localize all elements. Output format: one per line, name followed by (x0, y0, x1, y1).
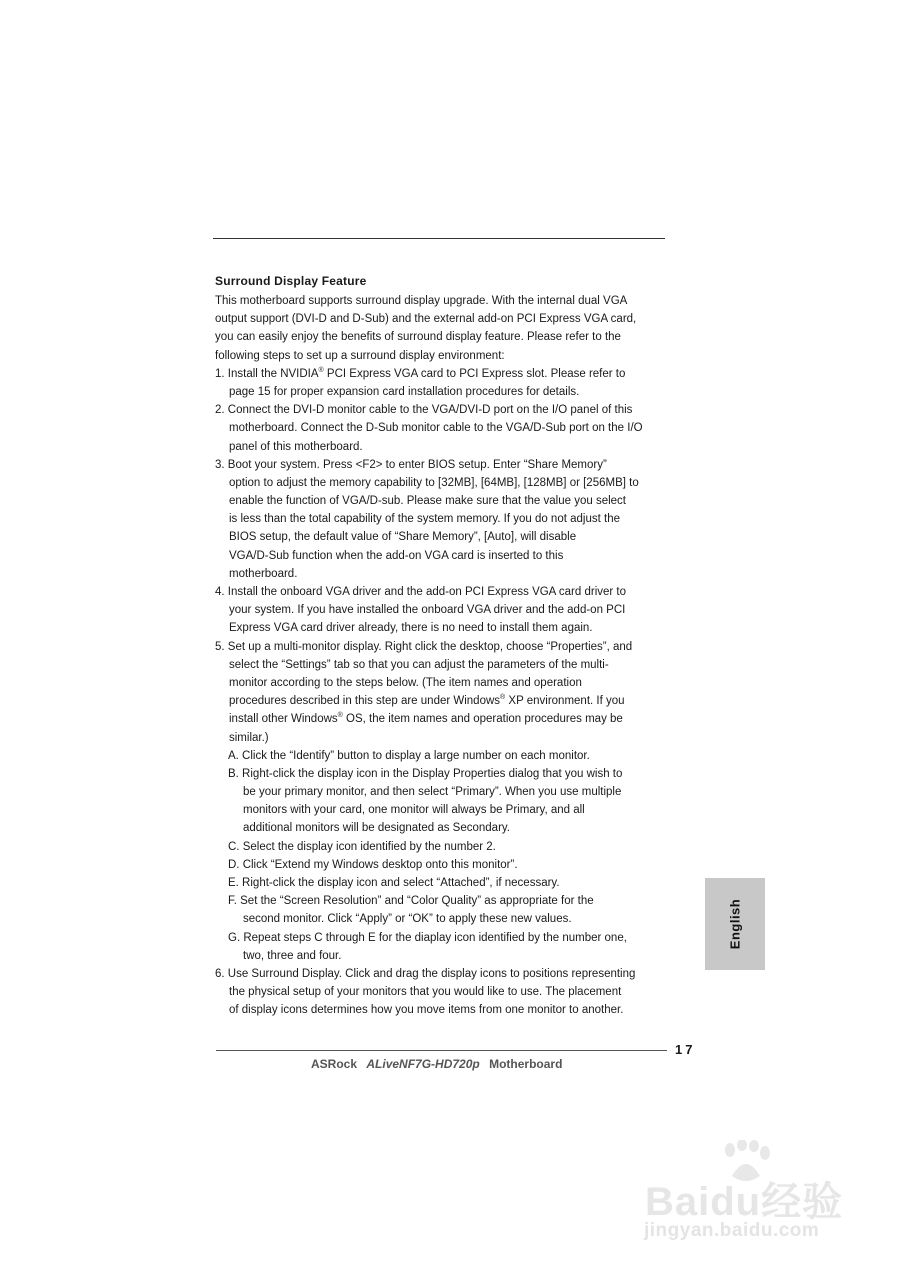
body-line: C. Select the display icon identified by the number 2. (228, 840, 496, 853)
body-line: of display icons determines how you move items from one monitor to another. (229, 1004, 624, 1017)
body-line: option to adjust the memory capability to [32MB], [64MB], [128MB] or [256MB] to (229, 476, 639, 489)
footer-model: ALiveNF7G-HD720p (366, 1057, 480, 1071)
footer (311, 1057, 562, 1071)
body-line: VGA/D-Sub function when the add-on VGA card is inserted to this (229, 549, 564, 562)
body-line: second monitor. Click “Apply” or “OK” to apply these new values. (243, 913, 572, 926)
body-line: 1. Install the NVIDIA® PCI Express VGA card to PCI Express slot. Please refer to (215, 366, 626, 380)
body-line: E. Right-click the display icon and select “Attached”, if necessary. (228, 877, 560, 889)
body-line: motherboard. (229, 567, 298, 580)
section-title: Surround Display Feature (215, 274, 367, 288)
watermark-url: jingyan.baidu.com (644, 1220, 820, 1241)
body-line: 5. Set up a multi-monitor display. Right click the desktop, choose “Properties”, and (215, 640, 633, 653)
footer-product: Motherboard (489, 1057, 563, 1071)
body-line: motherboard. Connect the D-Sub monitor cable to the VGA/D-Sub port on the I/O (229, 422, 643, 435)
body-line: select the “Settings” tab so that you can adjust the parameters of the multi- (229, 658, 609, 671)
body-line: following steps to set up a surround display environment: (215, 349, 505, 362)
body-line: D. Click “Extend my Windows desktop onto this monitor”. (228, 858, 518, 871)
registered-mark: ® (500, 694, 506, 702)
watermark-logo: Baidu经验 (645, 1180, 844, 1224)
body-line: additional monitors will be designated as Secondary. (243, 822, 510, 835)
body-line: G. Repeat steps C through E for the diaplay icon identified by the number one, (228, 931, 627, 944)
body-line: you can easily enjoy the benefits of surround display feature. Please refer to the (215, 331, 621, 344)
top-rule (213, 238, 665, 239)
body-line: your system. If you have installed the onboard VGA driver and the add-on PCI (229, 604, 626, 617)
body-line: Express VGA card driver already, there is no need to install them again. (229, 622, 593, 635)
body-line: install other Windows® OS, the item names and operation procedures may be (229, 712, 623, 726)
body-line: procedures described in this step are under Windows® XP environment. If you (229, 694, 625, 708)
body-line: F. Set the “Screen Resolution” and “Color Quality” as appropriate for the (228, 895, 594, 908)
body-line: 6. Use Surround Display. Click and drag the display icons to positions representing (215, 967, 636, 980)
body-line: is less than the total capability of the system memory. If you do not adjust the (229, 513, 620, 526)
language-tab-label: English (727, 898, 743, 950)
registered-mark: ® (337, 712, 343, 720)
body-line: the physical setup of your monitors that you would like to use. The placement (229, 986, 622, 999)
language-tab (705, 878, 765, 970)
footer-brand: ASRock (311, 1057, 358, 1071)
watermark (640, 1140, 870, 1250)
bottom-rule (216, 1050, 667, 1051)
body-line: 2. Connect the DVI-D monitor cable to the VGA/DVI-D port on the I/O panel of this (215, 404, 633, 417)
body-line: BIOS setup, the default value of “Share Memory”, [Auto], will disable (229, 531, 577, 544)
body-line: 3. Boot your system. Press <F2> to enter BIOS setup. Enter “Share Memory” (215, 458, 607, 471)
body-line: monitor according to the steps below. (The item names and operation (229, 676, 582, 689)
body-line: page 15 for proper expansion card installation procedures for details. (229, 385, 580, 398)
body-line: output support (DVI-D and D-Sub) and the external add-on PCI Express VGA card, (215, 313, 637, 326)
body-line: be your primary monitor, and then select “Primary”. When you use multiple (243, 786, 622, 799)
body-line: similar.) (229, 731, 269, 744)
page-number: 17 (675, 1042, 696, 1057)
body-line: enable the function of VGA/D-sub. Please make sure that the value you select (229, 495, 626, 508)
body-line: panel of this motherboard. (229, 440, 363, 453)
body-line: A. Click the “Identify” button to display a large number on each monitor. (228, 749, 590, 762)
body-line: monitors with your card, one monitor will always be Primary, and all (243, 804, 585, 817)
body-line: 4. Install the onboard VGA driver and the add-on PCI Express VGA card driver to (215, 586, 627, 598)
body-line: two, three and four. (243, 949, 342, 962)
registered-mark: ® (318, 366, 324, 374)
body-line: This motherboard supports surround display upgrade. With the internal dual VGA (215, 295, 628, 307)
section-body (215, 292, 675, 1020)
body-line: B. Right-click the display icon in the Display Properties dialog that you wish to (228, 767, 623, 780)
